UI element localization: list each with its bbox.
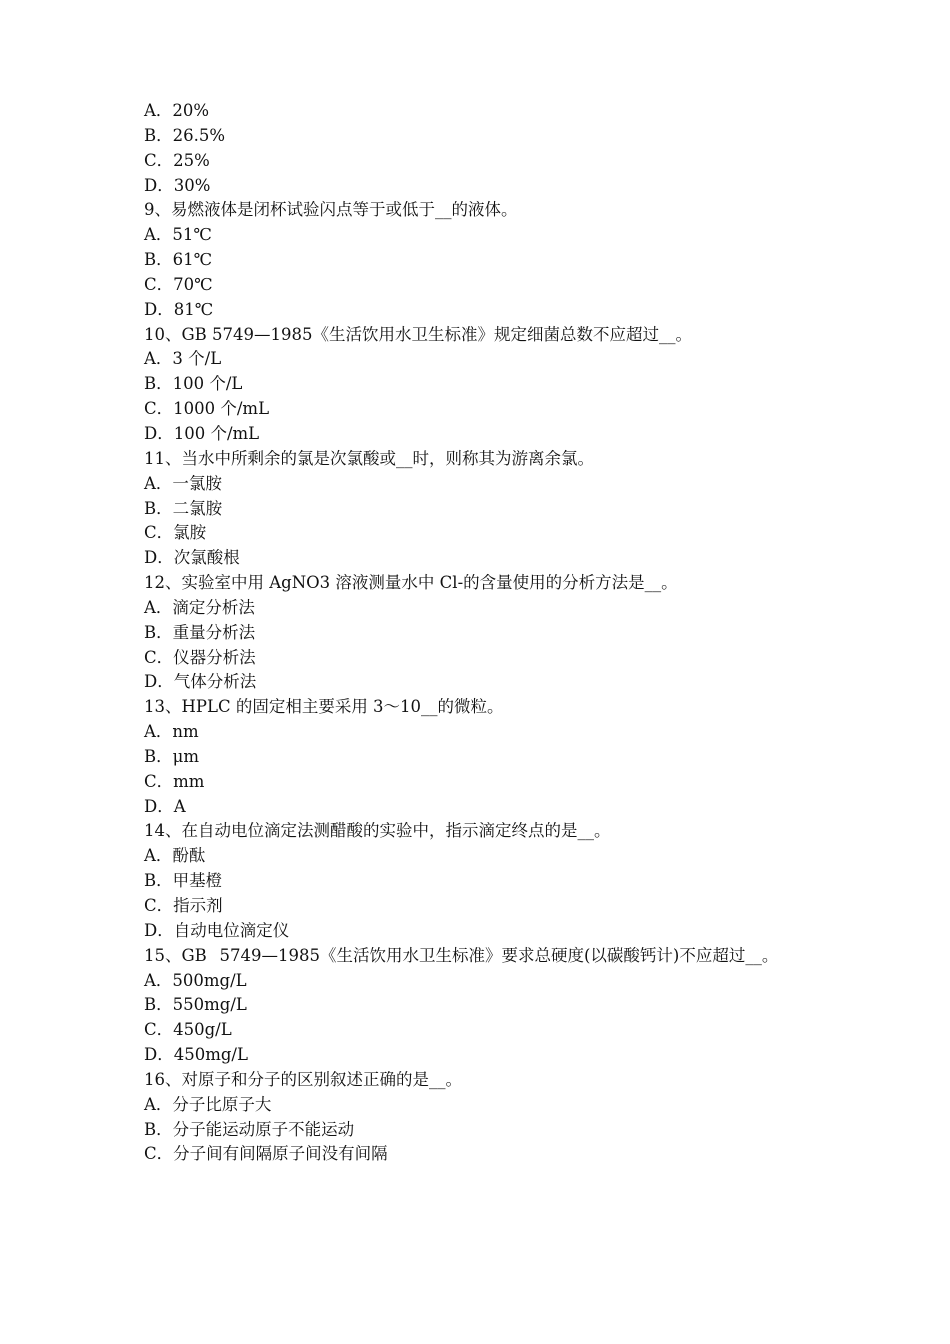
option-text: B．26.5% bbox=[144, 125, 226, 145]
option-text: A．20% bbox=[144, 101, 210, 120]
option-text: A．一氯胺 bbox=[144, 473, 222, 493]
option-text: D．81℃ bbox=[144, 299, 214, 319]
question-text: 16、对原子和分子的区别叙述正确的是__。 bbox=[144, 1069, 462, 1089]
option-text: B．μm bbox=[144, 746, 199, 766]
question-text: 11、当水中所剩余的氯是次氯酸或__时，则称其为游离余氯。 bbox=[144, 448, 594, 468]
option-text: B．61℃ bbox=[144, 250, 213, 270]
option-text: C．70℃ bbox=[144, 274, 213, 294]
option-text: B．二氯胺 bbox=[144, 498, 223, 518]
option-text: B．甲基橙 bbox=[144, 871, 223, 891]
option-text: D．A bbox=[144, 796, 186, 816]
option-text: A．分子比原子大 bbox=[144, 1094, 272, 1114]
option-text: A．3 个/L bbox=[144, 349, 222, 369]
option-text: B．重量分析法 bbox=[144, 622, 256, 642]
option-text: D．30% bbox=[144, 175, 211, 195]
option-text: C．指示剂 bbox=[144, 896, 223, 915]
option-text: C．仪器分析法 bbox=[144, 647, 256, 667]
option-text: D．自动电位滴定仪 bbox=[144, 920, 290, 940]
option-text: C．氯胺 bbox=[144, 523, 207, 543]
option-text: D．气体分析法 bbox=[144, 672, 257, 692]
option-text: A．500mg/L bbox=[144, 970, 247, 990]
option-text: B．100 个/L bbox=[144, 374, 243, 394]
option-text: A．滴定分析法 bbox=[144, 597, 255, 617]
question-text: 12、实验室中用 AgNO3 溶液测量水中 Cl-的含量使用的分析方法是__。 bbox=[144, 573, 678, 593]
option-text: C．mm bbox=[144, 771, 205, 791]
question-text: 10、GB 5749—1985《生活饮用水卫生标准》规定细菌总数不应超过__。 bbox=[144, 324, 693, 344]
question-text: 13、HPLC 的固定相主要采用 3～10__的微粒。 bbox=[144, 697, 504, 717]
option-text: D．100 个/mL bbox=[144, 423, 260, 443]
option-text: A．nm bbox=[144, 722, 199, 742]
option-text: D．450mg/L bbox=[144, 1045, 248, 1065]
option-text: C．450g/L bbox=[144, 1020, 232, 1040]
option-text: D．次氯酸根 bbox=[144, 548, 240, 568]
option-text: C．25% bbox=[144, 150, 210, 170]
question-text: 14、在自动电位滴定法测醋酸的实验中，指示滴定终点的是__。 bbox=[144, 821, 611, 841]
question-text: 9、易燃液体是闭杯试验闪点等于或低于__的液体。 bbox=[144, 200, 518, 220]
option-text: B．550mg/L bbox=[144, 995, 247, 1015]
option-text: A．酚酞 bbox=[144, 846, 206, 866]
question-text: 15、GB 5749—1985《生活饮用水卫生标准》要求总硬度(以碳酸钙计)不应超过__。 bbox=[144, 945, 779, 965]
document-body bbox=[144, 99, 814, 1167]
option-text: C．1000 个/mL bbox=[144, 399, 270, 419]
option-text: A．51℃ bbox=[144, 225, 212, 245]
option-text: B．分子能运动原子不能运动 bbox=[144, 1119, 355, 1139]
option-text: C．分子间有间隔原子间没有间隔 bbox=[144, 1144, 388, 1164]
